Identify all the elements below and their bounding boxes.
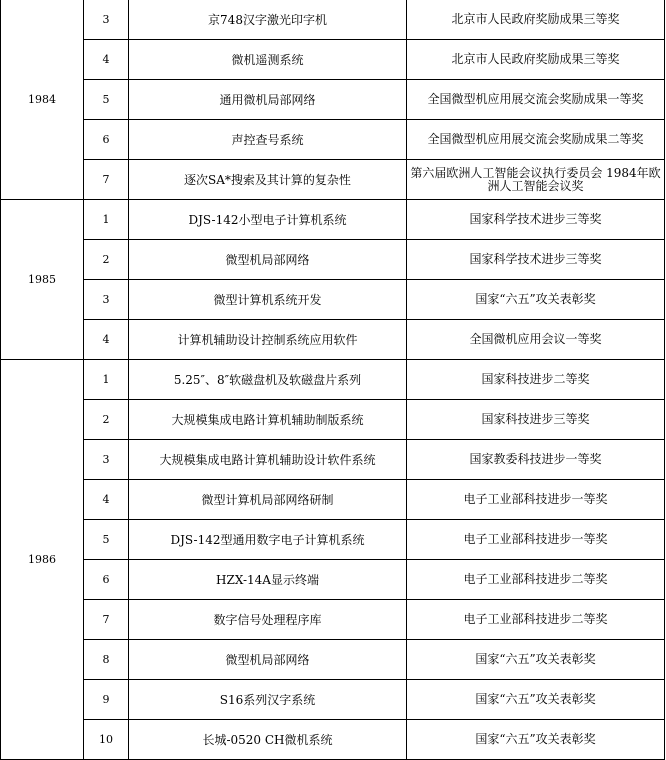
project-name: 数字信号处理程序库 <box>129 600 407 640</box>
project-name: S16系列汉字系统 <box>129 680 407 720</box>
table-row <box>1 400 665 440</box>
project-name: 逐次SA*搜索及其计算的复杂性 <box>129 160 407 200</box>
award-name: 国家“六五”攻关表彰奖 <box>407 720 665 760</box>
award-name: 国家“六五”攻关表彰奖 <box>407 680 665 720</box>
table-row <box>1 680 665 720</box>
award-name: 国家科技进步三等奖 <box>407 400 665 440</box>
item-number: 5 <box>84 80 129 120</box>
item-number: 4 <box>84 480 129 520</box>
project-name: 长城-0520 CH微机系统 <box>129 720 407 760</box>
item-number: 3 <box>84 440 129 480</box>
award-name: 电子工业部科技进步一等奖 <box>407 520 665 560</box>
item-number: 3 <box>84 280 129 320</box>
table-row <box>1 120 665 160</box>
table-row <box>1 280 665 320</box>
award-name: 全国微型机应用展交流会奖励成果一等奖 <box>407 80 665 120</box>
award-name: 国家教委科技进步一等奖 <box>407 440 665 480</box>
table-row <box>1 40 665 80</box>
award-name: 电子工业部科技进步二等奖 <box>407 560 665 600</box>
item-number: 1 <box>84 200 129 240</box>
table-row <box>1 520 665 560</box>
item-number: 1 <box>84 360 129 400</box>
project-name: 微型计算机局部网络研制 <box>129 480 407 520</box>
table-row <box>1 440 665 480</box>
project-name: DJS-142小型电子计算机系统 <box>129 200 407 240</box>
item-number: 9 <box>84 680 129 720</box>
item-number: 5 <box>84 520 129 560</box>
award-name: 国家“六五”攻关表彰奖 <box>407 280 665 320</box>
item-number: 2 <box>84 240 129 280</box>
project-name: 微型机局部网络 <box>129 240 407 280</box>
year-cell: 1986 <box>1 360 84 760</box>
table-row <box>1 200 665 240</box>
project-name: 微型机局部网络 <box>129 640 407 680</box>
table-row <box>1 560 665 600</box>
project-name: HZX-14A显示终端 <box>129 560 407 600</box>
award-name: 国家科技进步二等奖 <box>407 360 665 400</box>
item-number: 4 <box>84 40 129 80</box>
award-name: 电子工业部科技进步二等奖 <box>407 600 665 640</box>
year-cell: 1984 <box>1 0 84 200</box>
table-row <box>1 0 665 40</box>
table-row <box>1 240 665 280</box>
project-name: 大规模集成电路计算机辅助制版系统 <box>129 400 407 440</box>
award-name: 国家科学技术进步三等奖 <box>407 240 665 280</box>
project-name: 声控查号系统 <box>129 120 407 160</box>
project-name: 通用微机局部网络 <box>129 80 407 120</box>
item-number: 6 <box>84 560 129 600</box>
project-name: 大规模集成电路计算机辅助设计软件系统 <box>129 440 407 480</box>
item-number: 4 <box>84 320 129 360</box>
award-name: 全国微机应用会议一等奖 <box>407 320 665 360</box>
award-name: 第六届欧洲人工智能会议执行委员会 1984年欧洲人工智能会议奖 <box>407 160 665 200</box>
table-row <box>1 360 665 400</box>
project-name: 微型计算机系统开发 <box>129 280 407 320</box>
item-number: 3 <box>84 0 129 40</box>
table-row <box>1 480 665 520</box>
item-number: 10 <box>84 720 129 760</box>
award-name: 电子工业部科技进步一等奖 <box>407 480 665 520</box>
table-row <box>1 80 665 120</box>
award-name: 北京市人民政府奖励成果三等奖 <box>407 0 665 40</box>
table-row <box>1 160 665 200</box>
item-number: 7 <box>84 600 129 640</box>
award-name: 国家“六五”攻关表彰奖 <box>407 640 665 680</box>
item-number: 6 <box>84 120 129 160</box>
award-name: 国家科学技术进步三等奖 <box>407 200 665 240</box>
award-name: 全国微型机应用展交流会奖励成果二等奖 <box>407 120 665 160</box>
table-row <box>1 720 665 760</box>
table-row <box>1 600 665 640</box>
item-number: 7 <box>84 160 129 200</box>
item-number: 8 <box>84 640 129 680</box>
project-name: 微机遥测系统 <box>129 40 407 80</box>
award-name: 北京市人民政府奖励成果三等奖 <box>407 40 665 80</box>
project-name: 京748汉字激光印字机 <box>129 0 407 40</box>
year-cell: 1985 <box>1 200 84 360</box>
project-name: DJS-142型通用数字电子计算机系统 <box>129 520 407 560</box>
table-row <box>1 640 665 680</box>
project-name: 5.25″、8″软磁盘机及软磁盘片系列 <box>129 360 407 400</box>
item-number: 2 <box>84 400 129 440</box>
table-row <box>1 320 665 360</box>
project-name: 计算机辅助设计控制系统应用软件 <box>129 320 407 360</box>
